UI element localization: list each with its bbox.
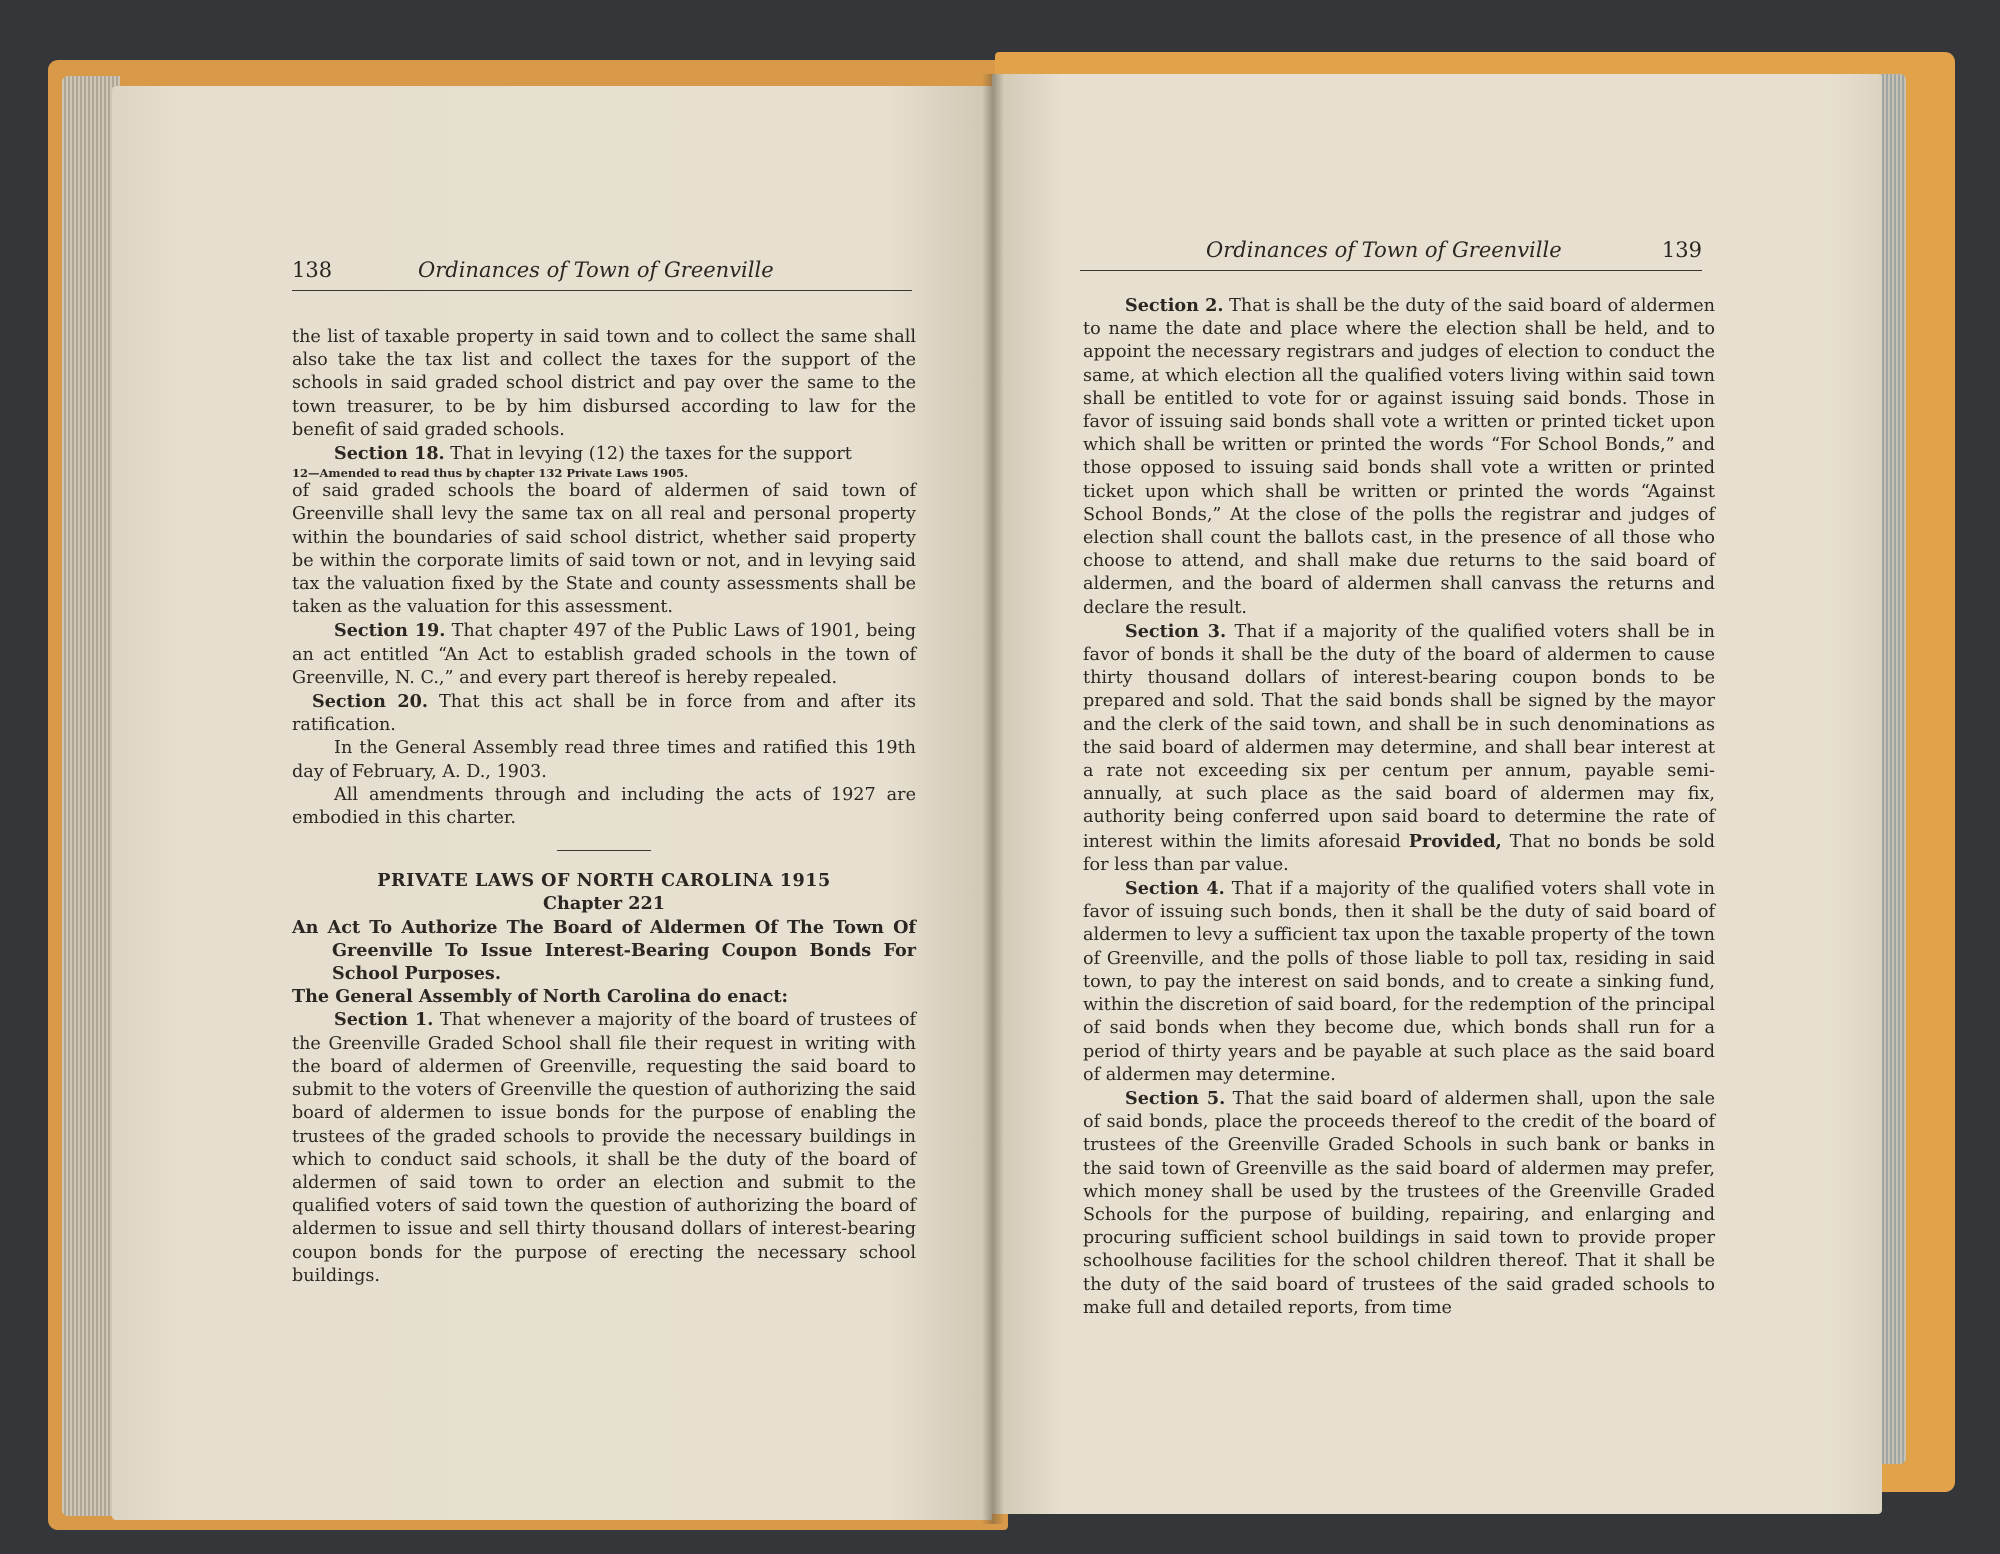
- left-page-number: 138: [292, 258, 333, 282]
- paragraph: [292, 1008, 916, 1287]
- paragraph: [1083, 877, 1715, 1087]
- section-label: Section 18.: [334, 443, 445, 465]
- section-label: Section 5.: [1125, 1087, 1226, 1109]
- paragraph: [292, 326, 916, 442]
- enacting-clause: The General Assembly of North Carolina do enact:: [292, 986, 789, 1008]
- law-heading: PRIVATE LAWS OF NORTH CAROLINA 1915: [377, 870, 831, 892]
- right-page-text: [1083, 294, 1715, 1320]
- section-label: Section 19.: [334, 620, 446, 642]
- right-page-number: 139: [1661, 238, 1702, 262]
- paragraph-text: All amendments through and including the acts of 1927 are embodied in this charter.: [292, 784, 916, 829]
- left-running-title: Ordinances of Town of Greenville: [418, 258, 774, 282]
- paragraph: [292, 784, 916, 830]
- act-title: An Act To Authorize The Board of Aldermen Of The Town Of Greenville To Issue Interest-Bearing Coupon Bonds For School Purposes.: [292, 916, 916, 985]
- paragraph-text: That no bonds be sold for less than par value.: [1083, 831, 1715, 875]
- paragraph: [292, 442, 916, 466]
- paragraph: [292, 737, 916, 783]
- left-running-head: [292, 258, 912, 291]
- footnote: 12—Amended to read thus by chapter 132 Private Laws 1905.: [292, 466, 689, 481]
- section-label: Section 3.: [1125, 620, 1227, 642]
- left-page-text: [292, 326, 916, 1288]
- right-running-title: Ordinances of Town of Greenville: [1206, 238, 1562, 262]
- paragraph: [292, 690, 916, 737]
- paragraph-text: That the said board of aldermen shall, upon the sale of said bonds, place the proceeds thereof to the credit of the board of trustees of the Greenville Graded Schools in such bank or banks in the said town of Greenville as the said board of aldermen may prefer, which money shall be used by the trustees of the Greenville Graded Schools for the purpose of building, repairing, and enlarging and procuring sufficient school buildings in said town to provide proper schoolhouse facilities for the school children thereof. That it shall be the duty of the said board of trustees of the said graded schools to make full and detailed reports, from time: [1083, 1088, 1715, 1318]
- paragraph-text: In the General Assembly read three times and ratified this 19th day of February, A. D., 1903.: [292, 738, 916, 782]
- book-gutter: [982, 74, 1004, 1524]
- section-divider: [557, 850, 651, 851]
- paragraph-text: That chapter 497 of the Public Laws of 1901, being an act entitled “An Act to establish graded schools in the town of Greenville, N. C.,” and every part thereof is hereby repealed.: [292, 621, 916, 688]
- paragraph-text: That this act shall be in force from and after its ratification.: [292, 692, 916, 736]
- paragraph-text: That in levying (12) the taxes for the support: [444, 444, 852, 465]
- paragraph-text: That if a majority of the qualified voters shall vote in favor of issuing such bonds, then it shall be the duty of said board of aldermen to levy a sufficient tax upon the taxable property of the town of Greenville, and the polls of those liable to poll tax, residing in said town, to pay the interest on said bonds, and to create a sinking fund, within the discretion of said board, for the redemption of the principal of said bonds when they become due, which bonds shall run for a period of thirty years and be payable at such place as the said board of aldermen may determine.: [1083, 879, 1716, 1085]
- paragraph: [1083, 294, 1715, 620]
- paragraph-text: That if a majority of the qualified voters shall be in favor of bonds it shall be the duty of the board of aldermen to cause thirty thousand dollars of interest-bearing coupon bonds to be prepared and sold. That the said bonds shall be signed by the mayor and the clerk of the said town, and shall be in such denominations as the said board of aldermen may determine, and shall bear interest at a rate not exceeding six per centum per annum, payable semi-annually, at such place as the said board of aldermen may fix, authority being conferred upon said board to determine the rate of interest within the limits aforesaid: [1083, 621, 1715, 852]
- paragraph-text: That whenever a majority of the board of trustees of the Greenville Graded School shall file their request in writing with the board of aldermen of Greenville, requesting the said board to submit to the voters of Greenville the question of authorizing the said board of aldermen to issue bonds for the purpose of enabling the trustees of the graded schools to provide the necessary buildings in which to conduct said schools, it shall be the duty of the board of aldermen of said town to order an election and submit to the qualified voters of said town the question of authorizing the board of aldermen to issue and sell thirty thousand dollars of interest-bearing coupon bonds for the purpose of erecting the necessary school buildings.: [292, 1010, 916, 1286]
- paragraph: [1083, 1087, 1715, 1320]
- section-label: Section 1.: [334, 1009, 434, 1031]
- section-label: Section 20.: [312, 691, 429, 713]
- chapter-heading: Chapter 221: [543, 893, 665, 915]
- paragraph-text: That is shall be the duty of the said board of aldermen to name the date and place where the election shall be held, and to appoint the necessary registrars and judges of election to conduct the same, at which election all the qualified voters living within said town shall be entitled to vote for or against issuing said bonds. Those in favor of issuing said bonds shall vote a written or printed ticket upon which shall be written or printed the words “For School Bonds,” and those opposed to issuing said bonds shall vote a written or printed ticket upon which shall be written or printed the words “Against School Bonds,” At the close of the polls the registrar and judges of election shall count the ballots cast, in the presence of all those who choose to attend, and shall make due returns to the said board of aldermen, and the board of aldermen shall canvass the returns and declare the result.: [1083, 296, 1715, 618]
- paragraph: [1083, 620, 1715, 877]
- provided-word: Provided,: [1408, 830, 1502, 852]
- paragraph-text: of said graded schools the board of aldermen of said town of Greenville shall levy the same tax on all real and personal property within the boundaries of said school district, whether said property be within the corporate limits of said town or not, and in levying said tax the valuation fixed by the State and county assessments shall be taken as the valuation for this assessment.: [292, 481, 916, 618]
- page-edges-right: [1880, 74, 1906, 1464]
- section-label: Section 2.: [1125, 295, 1224, 316]
- section-label: Section 4.: [1125, 878, 1225, 900]
- paragraph-text: the list of taxable property in said town and to collect the same shall also take the tax list and collect the taxes for the support of the schools in said graded school district and pay over the same to the town treasurer, to be by him disbursed according to law for the benefit of said graded schools.: [292, 327, 916, 440]
- right-running-head: [1080, 238, 1702, 271]
- paragraph: [292, 480, 916, 619]
- paragraph: [292, 619, 916, 690]
